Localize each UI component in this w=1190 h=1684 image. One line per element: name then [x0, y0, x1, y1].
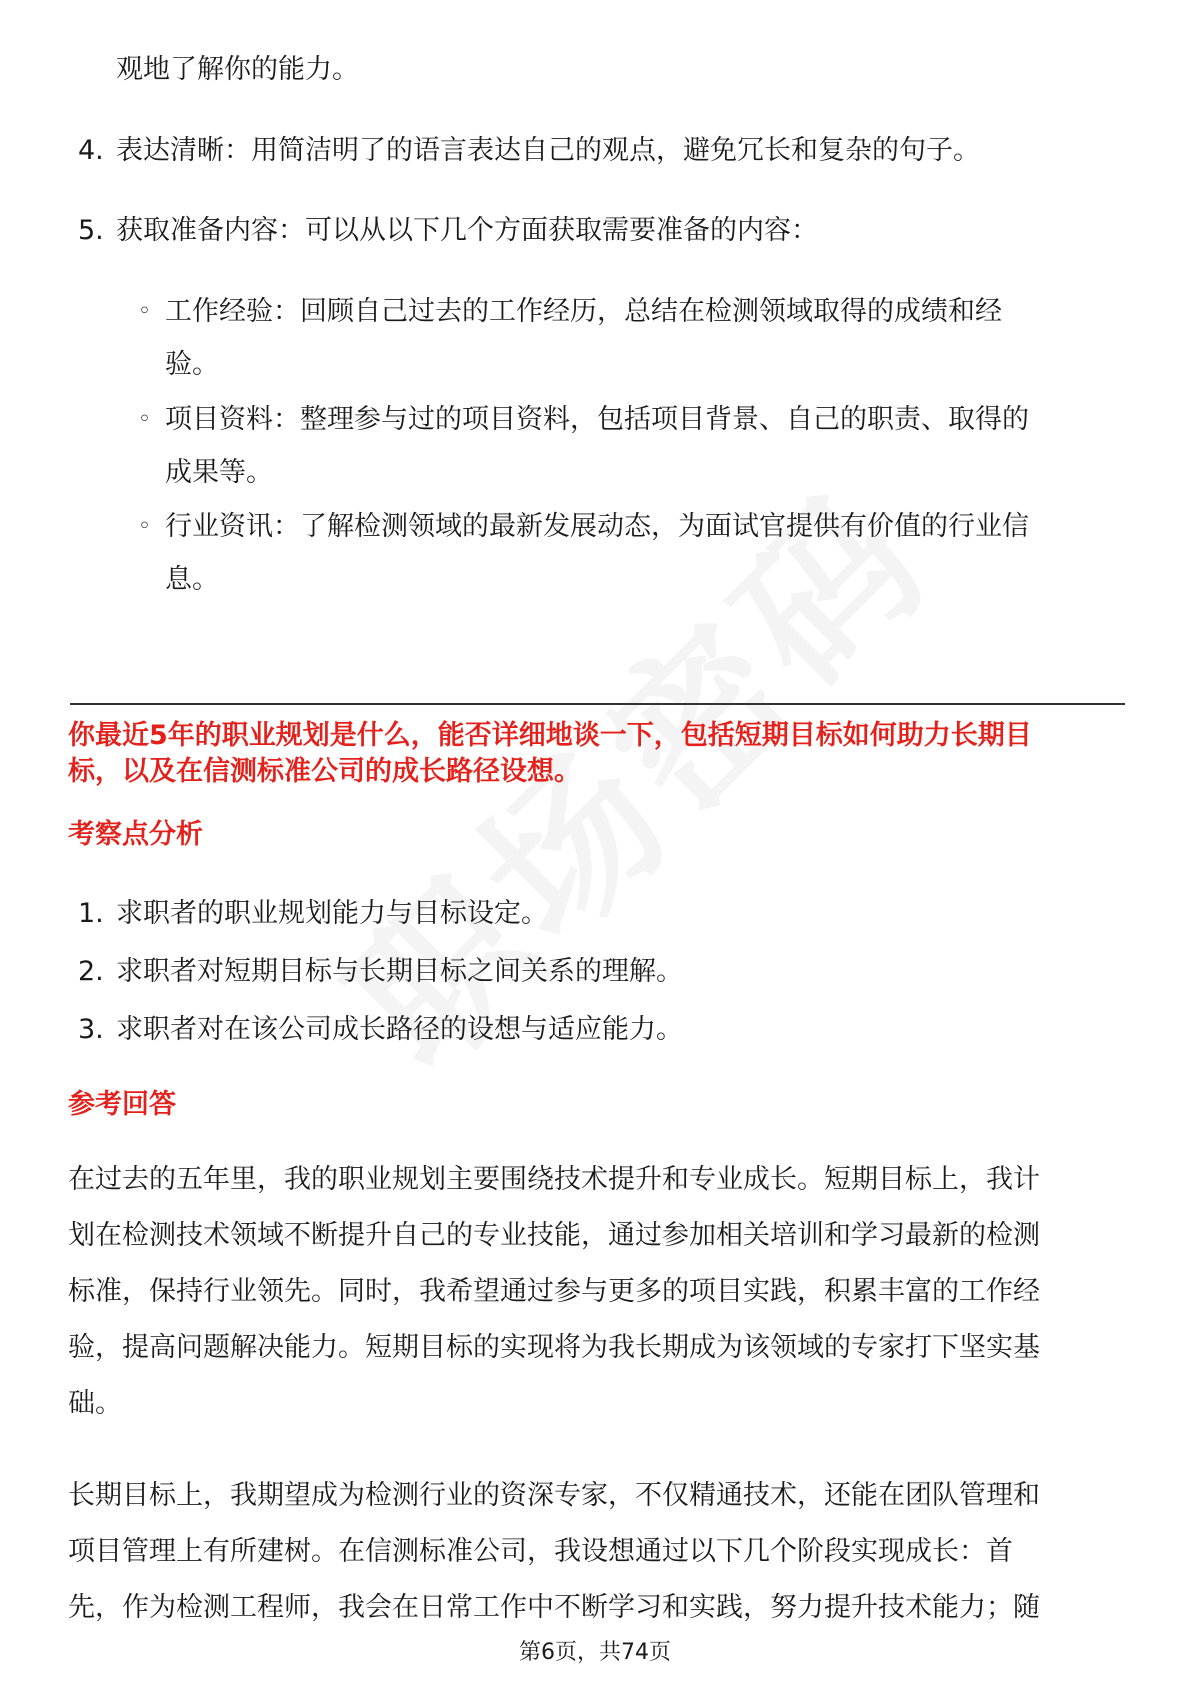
analysis-item-text: 求职者对在该公司成长路径的设想与适应能力。: [116, 1014, 683, 1045]
sub-item-text: 行业资讯：了解检测领域的最新发展动态，为面试官提供有价值的行业信: [165, 511, 1029, 542]
sub-item-text: 项目资料：整理参与过的项目资料，包括项目背景、自己的职责、取得的: [165, 404, 1029, 435]
list-item-text: 获取准备内容：可以从以下几个方面获取需要准备的内容：: [116, 215, 818, 246]
sub-item-text-continued: 验。: [165, 349, 219, 380]
question-line-2: 标，以及在信测标准公司的成长路径设想。: [68, 756, 581, 787]
sub-item-text: 工作经验：回顾自己过去的工作经历，总结在检测领域取得的成绩和经: [165, 296, 1002, 327]
sub-item-text-continued: 息。: [165, 564, 219, 595]
list-number: 2.: [78, 956, 104, 987]
answer-heading: 参考回答: [68, 1089, 176, 1120]
list-number: 1.: [78, 898, 104, 929]
list-number: 3.: [78, 1014, 104, 1045]
answer-paragraph-line: 标准，保持行业领先。同时，我希望通过参与更多的项目实践，积累丰富的工作经: [68, 1276, 1040, 1307]
bullet-icon: ◦: [138, 299, 151, 324]
answer-paragraph-line: 在过去的五年里，我的职业规划主要围绕技术提升和专业成长。短期目标上，我计: [68, 1164, 1040, 1195]
answer-paragraph-line: 先，作为检测工程师，我会在日常工作中不断学习和实践，努力提升技术能力；随: [68, 1592, 1040, 1623]
answer-paragraph-line: 础。: [68, 1388, 122, 1419]
list-number: 5.: [78, 215, 104, 246]
answer-paragraph-line: 验，提高问题解决能力。短期目标的实现将为我长期成为该领域的专家打下坚实基: [68, 1332, 1040, 1363]
section-divider: [70, 703, 1125, 705]
list-number: 4.: [78, 135, 104, 166]
bullet-icon: ◦: [138, 514, 151, 539]
analysis-item-text: 求职者的职业规划能力与目标设定。: [116, 898, 548, 929]
sub-item-text-continued: 成果等。: [165, 457, 273, 488]
analysis-heading: 考察点分析: [68, 819, 203, 850]
answer-paragraph-line: 长期目标上，我期望成为检测行业的资深专家，不仅精通技术，还能在团队管理和: [68, 1480, 1040, 1511]
analysis-item-text: 求职者对短期目标与长期目标之间关系的理解。: [116, 956, 683, 987]
list-item-text: 表达清晰：用简洁明了的语言表达自己的观点，避免冗长和复杂的句子。: [116, 135, 980, 166]
page-footer: 第6页，共74页: [519, 1640, 671, 1665]
intro-continuation: 观地了解你的能力。: [116, 54, 359, 85]
answer-paragraph-line: 项目管理上有所建树。在信测标准公司，我设想通过以下几个阶段实现成长：首: [68, 1536, 1013, 1567]
bullet-icon: ◦: [138, 407, 151, 432]
answer-paragraph-line: 划在检测技术领域不断提升自己的专业技能，通过参加相关培训和学习最新的检测: [68, 1220, 1040, 1251]
question-line-1: 你最近5年的职业规划是什么，能否详细地谈一下，包括短期目标如何助力长期目: [68, 720, 1032, 751]
